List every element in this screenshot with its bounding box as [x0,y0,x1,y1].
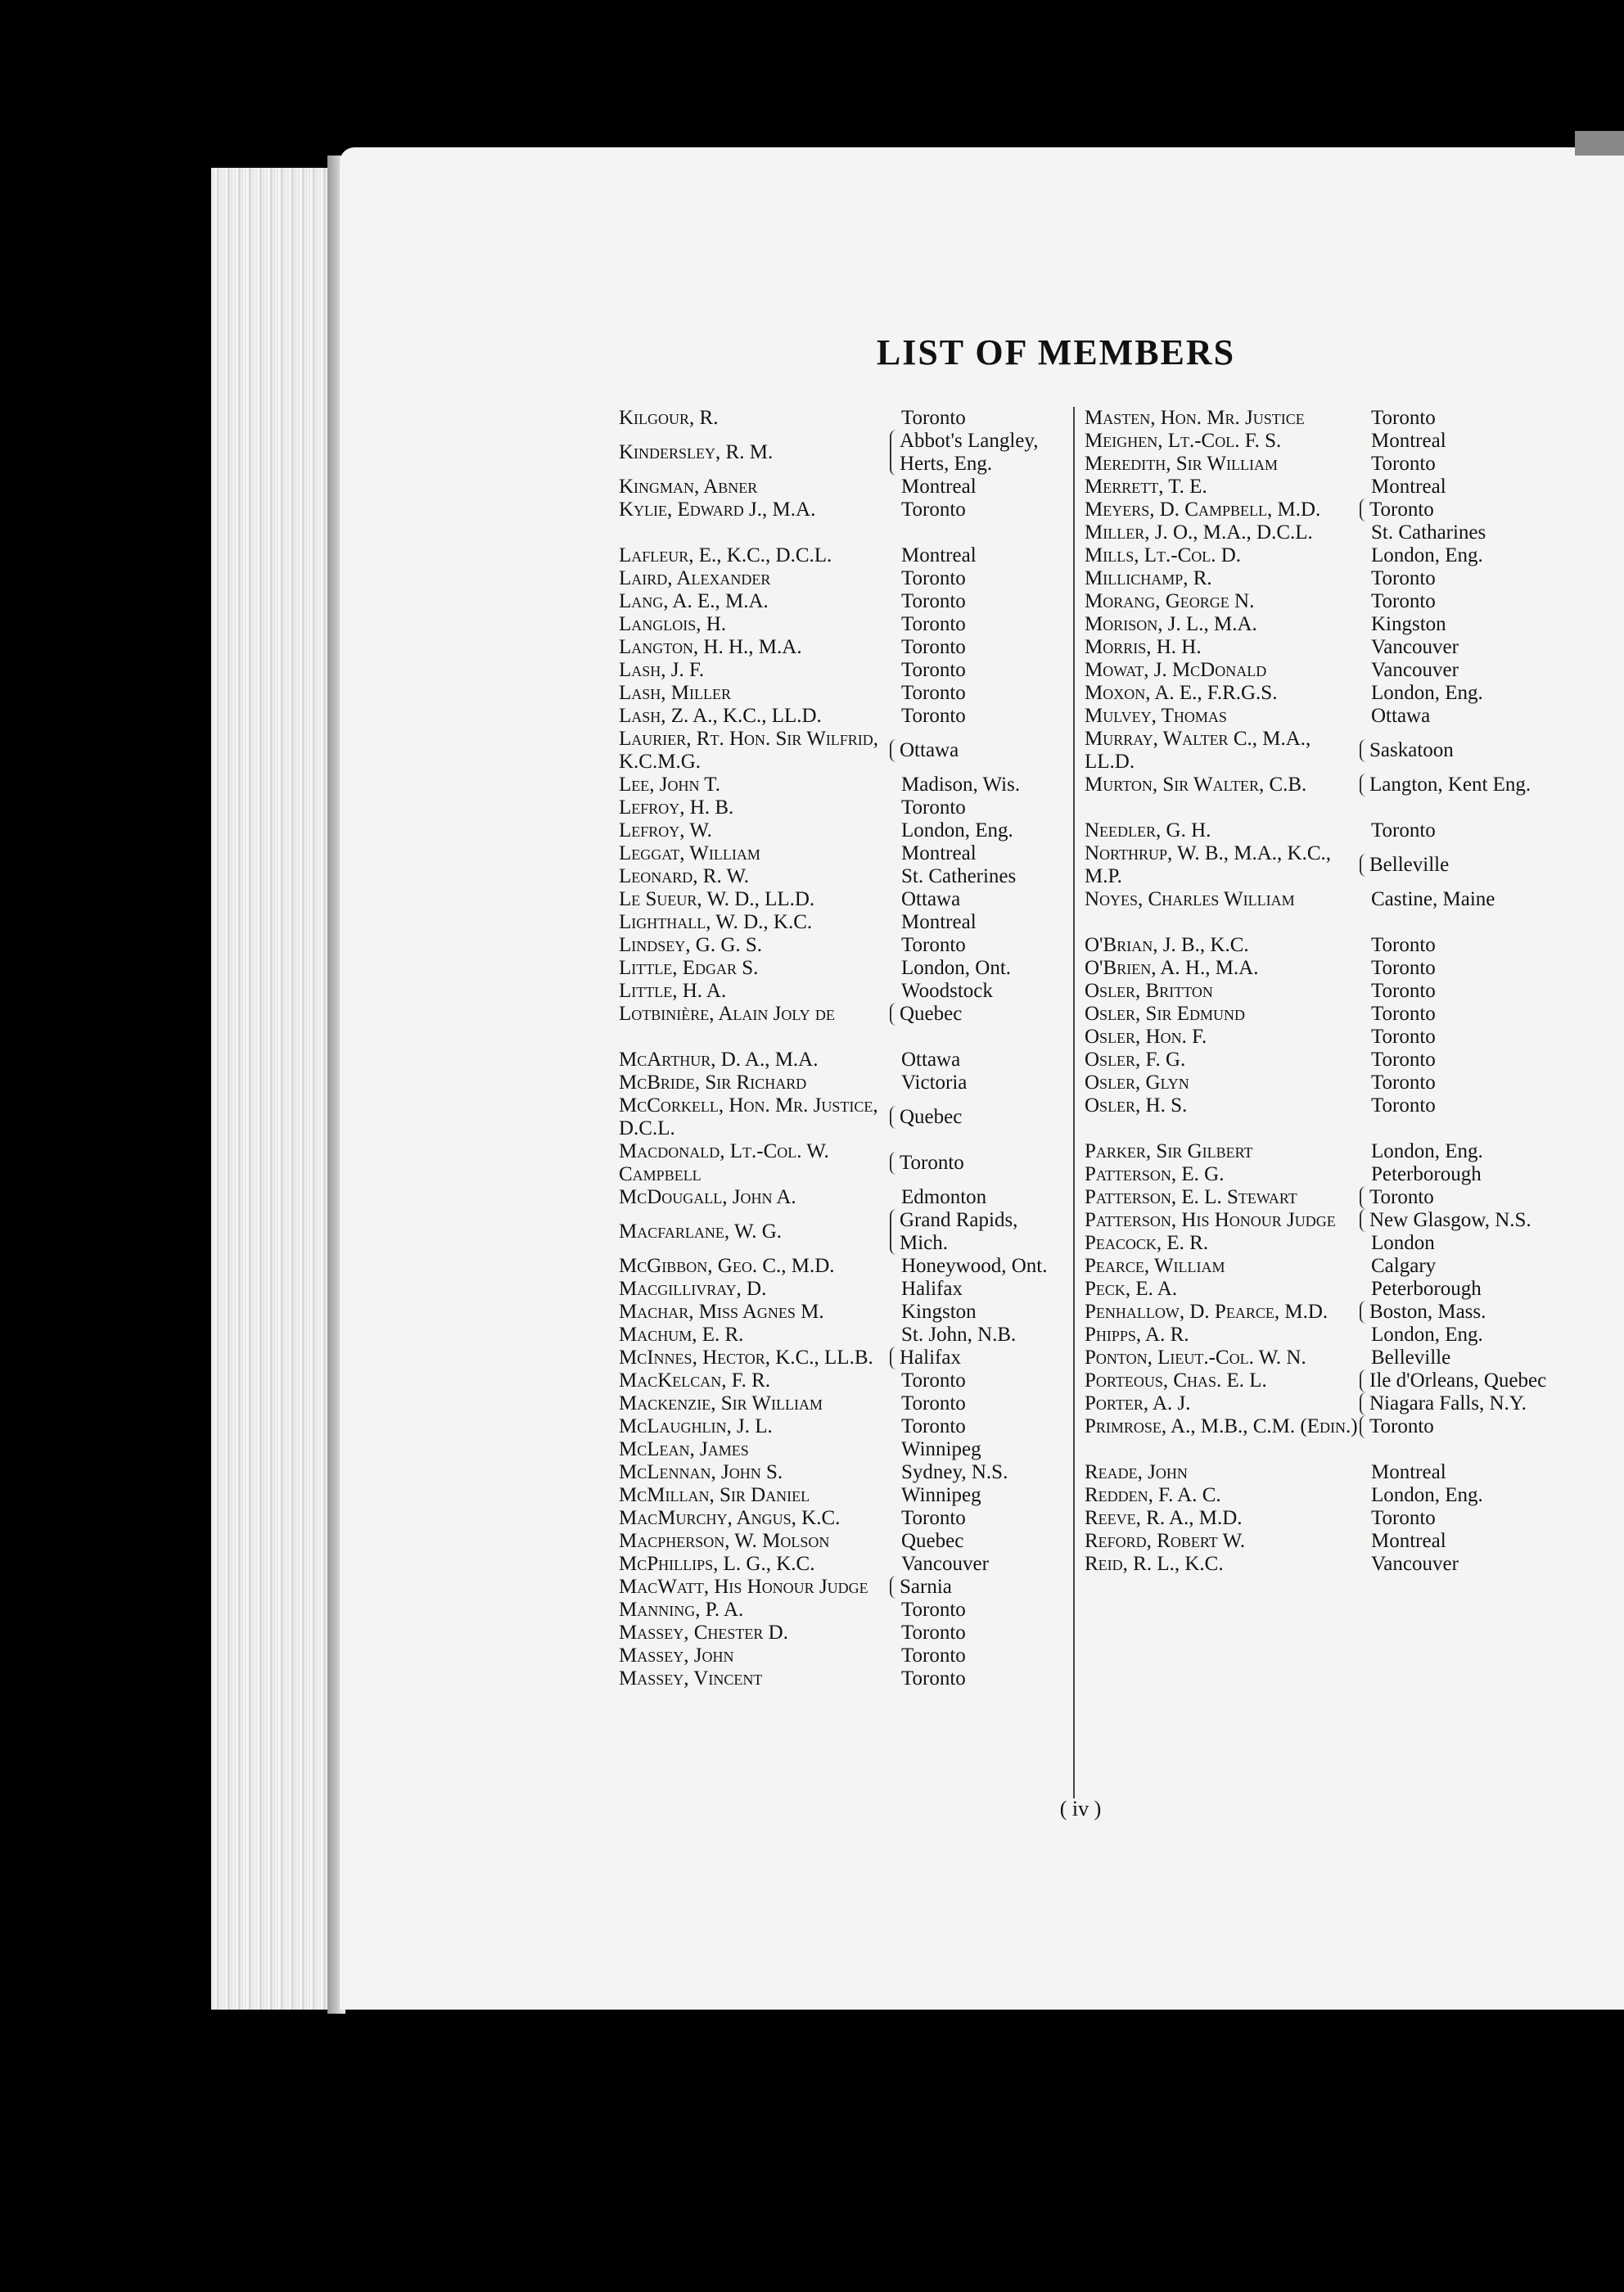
member-name: Miller, J. O., M.A., D.C.L. [1085,521,1313,544]
member-entry [619,728,1061,774]
member-entry [1085,1163,1608,1186]
member-location: Winnipeg [901,1438,981,1460]
member-entry [1085,1003,1608,1026]
member-location: Toronto [901,1645,966,1667]
member-entry [619,842,1061,865]
member-entry [619,499,1061,521]
member-entry [619,1530,1061,1553]
member-location: Toronto [901,659,966,681]
member-location: Toronto [901,590,966,612]
member-entry [1085,613,1608,636]
member-entry [619,1667,1061,1690]
page-title: LIST OF MEMBERS [876,332,1236,372]
member-name: Massey, John [619,1645,734,1667]
member-name: MacKelcan, F. R. [619,1369,771,1392]
section-gap [1085,1438,1608,1461]
member-entry [1085,1072,1608,1094]
member-location: Ottawa [901,888,961,910]
member-location: New Glasgow, N.S. [1360,1209,1608,1232]
member-name: Macgillivray, D. [619,1278,767,1300]
member-entry [1085,1049,1608,1072]
member-entry [619,1209,1061,1255]
member-entry [1085,476,1608,499]
member-location: Toronto [1371,934,1436,956]
member-location: London, Eng. [1371,1484,1483,1506]
member-location: Toronto [901,1507,966,1529]
page-number: ( iv ) [1059,1797,1102,1821]
member-name: Lang, A. E., M.A. [619,590,769,612]
member-location: Montreal [901,544,977,566]
member-entry [1085,682,1608,705]
member-location: Montreal [1371,430,1446,452]
member-location: Quebec [890,1003,1061,1026]
member-entry [1085,1530,1608,1553]
member-location: Quebec [890,1106,1061,1129]
member-name: Meighen, Lt.-Col. F. S. [1085,430,1282,452]
member-location: Toronto [901,1392,966,1414]
member-entry [619,865,1061,888]
member-name: Reid, R. L., K.C. [1085,1553,1224,1575]
member-location: Montreal [901,911,977,933]
member-location: Toronto [901,934,966,956]
member-entry [619,1392,1061,1415]
member-entry [619,590,1061,613]
member-location: Niagara Falls, N.Y. [1360,1392,1608,1415]
column-divider [1073,407,1075,1798]
member-location: London, Eng. [1371,1324,1483,1346]
member-name: Massey, Vincent [619,1667,763,1690]
member-name: Manning, P. A. [619,1599,744,1621]
member-name: O'Brien, A. H., M.A. [1085,957,1259,979]
member-location: Sydney, N.S. [901,1461,1008,1483]
member-entry [1085,957,1608,980]
member-entry [619,1645,1061,1667]
member-name: Reeve, R. A., M.D. [1085,1507,1243,1529]
member-name: Meredith, Sir William [1085,453,1278,475]
member-location: Toronto [901,1415,966,1437]
member-entry [619,796,1061,819]
member-name: Osler, F. G. [1085,1049,1186,1071]
member-location: Toronto [890,1152,1061,1175]
member-name: Millichamp, R. [1085,567,1212,589]
member-entry [1085,453,1608,476]
member-name: McGibbon, Geo. C., M.D. [619,1255,835,1277]
member-name: Masten, Hon. Mr. Justice [1085,407,1305,429]
member-location: Grand Rapids, Mich. [890,1209,1061,1255]
section-gap [619,521,1061,544]
member-entry [619,1438,1061,1461]
member-name: Phipps, A. R. [1085,1324,1189,1346]
member-name: Lash, J. F. [619,659,705,681]
member-name: Meyers, D. Campbell, M.D. [1085,499,1321,521]
member-location: Toronto [1371,590,1436,612]
member-entry [1085,1255,1608,1278]
member-entry [619,476,1061,499]
section-gap [1085,911,1608,934]
member-location: Saskatoon [1360,739,1608,762]
member-entry [1085,705,1608,728]
member-location: Toronto [901,567,966,589]
member-entry [619,1049,1061,1072]
member-name: Porteous, Chas. E. L. [1085,1369,1267,1392]
member-entry [619,1301,1061,1324]
member-name: Little, H. A. [619,980,727,1002]
member-entry [619,659,1061,682]
member-name: Lefroy, H. B. [619,796,734,819]
member-name: Kingman, Abner [619,476,758,498]
member-entry [619,1347,1061,1369]
member-name: McBride, Sir Richard [619,1072,807,1094]
member-location: Vancouver [1371,636,1459,658]
member-entry [1085,842,1608,888]
member-entry [1085,544,1608,567]
member-location: St. John, N.B. [901,1324,1017,1346]
member-entry [1085,1392,1608,1415]
member-name: Noyes, Charles William [1085,888,1295,910]
member-entry [619,705,1061,728]
member-entry [619,774,1061,796]
member-entry [619,1094,1061,1140]
member-location: Montreal [1371,1530,1446,1552]
member-name: Osler, Hon. F. [1085,1026,1207,1048]
member-entry [1085,567,1608,590]
member-entry [619,888,1061,911]
member-name: Leonard, R. W. [619,865,750,887]
member-name: Moxon, A. E., F.R.G.S. [1085,682,1278,704]
member-location: Toronto [1371,980,1436,1002]
section-gap [1085,796,1608,819]
book-page-edges [211,168,342,2010]
member-entry [1085,774,1608,796]
member-entry [1085,521,1608,544]
member-name: Primrose, A., M.B., C.M. (Edin.) [1085,1415,1358,1437]
member-entry [1085,1140,1608,1163]
member-location: Toronto [901,1667,966,1690]
member-entry [619,407,1061,430]
member-location: London, Eng. [1371,682,1483,704]
member-name: Mills, Lt.-Col. D. [1085,544,1242,566]
member-entry [619,613,1061,636]
member-entry [1085,1461,1608,1484]
member-name: Le Sueur, W. D., LL.D. [619,888,815,910]
member-name: Morison, J. L., M.A. [1085,613,1257,635]
member-location: Vancouver [1371,1553,1459,1575]
member-entry [1085,659,1608,682]
member-name: Murray, Walter C., M.A., LL.D. [1085,728,1311,773]
member-location: Toronto [1371,1094,1436,1117]
member-entry [619,911,1061,934]
section-gap [1085,1117,1608,1140]
member-location: Toronto [1371,1003,1436,1025]
member-location: Toronto [1371,819,1436,841]
member-name: Lash, Z. A., K.C., LL.D. [619,705,822,727]
member-entry [1085,728,1608,774]
member-entry [1085,980,1608,1003]
member-entry [1085,1347,1608,1369]
member-name: Kindersley, R. M. [619,441,774,463]
member-location: Ottawa [901,1049,961,1071]
member-location: Madison, Wis. [901,774,1021,796]
member-entry [1085,407,1608,430]
member-entry [1085,1094,1608,1117]
member-name: Murton, Sir Walter, C.B. [1085,774,1307,796]
member-entry [619,1072,1061,1094]
member-name: Osler, Sir Edmund [1085,1003,1245,1025]
member-location: Victoria [901,1072,968,1094]
member-name: McInnes, Hector, K.C., LL.B. [619,1347,873,1369]
member-location: Toronto [1371,567,1436,589]
member-name: Lash, Miller [619,682,731,704]
member-entry [619,682,1061,705]
member-location: Vancouver [901,1553,989,1575]
member-entry [1085,1415,1608,1438]
member-entry [619,1415,1061,1438]
member-location: Kingston [1371,613,1446,635]
member-location: Montreal [1371,1461,1446,1483]
member-location: Toronto [901,613,966,635]
member-location: Abbot's Langley, Herts, Eng. [890,430,1061,476]
member-name: Pearce, William [1085,1255,1225,1277]
member-location: Toronto [1371,453,1436,475]
member-name: Machum, E. R. [619,1324,744,1346]
member-entry [619,567,1061,590]
member-entry [619,1003,1061,1026]
member-location: Ottawa [890,739,1061,762]
member-entry [1085,1301,1608,1324]
member-location: London, Eng. [1371,544,1483,566]
member-location: Toronto [901,407,966,429]
member-name: Mulvey, Thomas [1085,705,1227,727]
member-location: Ottawa [1371,705,1431,727]
member-name: MacWatt, His Honour Judge [619,1576,868,1598]
member-entry [619,980,1061,1003]
member-name: O'Brian, J. B., K.C. [1085,934,1249,956]
member-name: McLaughlin, J. L. [619,1415,773,1437]
member-location: Peterborough [1371,1278,1482,1300]
member-location: Toronto [1371,407,1436,429]
member-name: McLennan, John S. [619,1461,783,1483]
member-name: Morang, George N. [1085,590,1255,612]
member-location: Edmonton [901,1186,987,1208]
member-entry [619,1622,1061,1645]
member-entry [619,1324,1061,1347]
member-name: McPhillips, L. G., K.C. [619,1553,815,1575]
member-name: Kilgour, R. [619,407,719,429]
member-location: Halifax [901,1278,963,1300]
member-location: London [1371,1232,1435,1254]
member-location: Toronto [1371,957,1436,979]
member-location: London, Eng. [901,819,1013,841]
member-name: Reford, Robert W. [1085,1530,1246,1552]
member-location: Toronto [1371,1072,1436,1094]
member-name: Osler, Britton [1085,980,1213,1002]
member-location: Winnipeg [901,1484,981,1506]
member-name: Laurier, Rt. Hon. Sir Wilfrid, K.C.M.G. [619,728,879,773]
member-location: Calgary [1371,1255,1437,1277]
member-location: Montreal [901,476,977,498]
member-name: MacMurchy, Angus, K.C. [619,1507,841,1529]
member-location: Toronto [1360,499,1608,521]
member-entry [1085,1026,1608,1049]
member-entry [619,636,1061,659]
member-entry [1085,888,1608,911]
member-entry [1085,499,1608,521]
member-location: Ile d'Orleans, Quebec [1360,1369,1608,1392]
section-gap [619,1026,1061,1049]
member-entry [619,1255,1061,1278]
member-entry [1085,1232,1608,1255]
member-location: St. Catharines [1371,521,1486,544]
member-location: Toronto [1371,1507,1436,1529]
member-entry [1085,1507,1608,1530]
member-name: Lindsey, G. G. S. [619,934,763,956]
member-location: Boston, Mass. [1360,1301,1608,1324]
member-entry [619,1553,1061,1576]
member-entry [1085,636,1608,659]
member-entry [1085,590,1608,613]
member-name: McDougall, John A. [619,1186,796,1208]
member-location: Toronto [901,636,966,658]
member-name: McArthur, D. A., M.A. [619,1049,819,1071]
member-name: Peacock, E. R. [1085,1232,1209,1254]
member-name: Machar, Miss Agnes M. [619,1301,824,1323]
member-location: Kingston [901,1301,977,1323]
member-name: Porter, A. J. [1085,1392,1191,1414]
member-location: Toronto [901,1369,966,1392]
member-name: Morris, H. H. [1085,636,1202,658]
member-entry [1085,1186,1608,1209]
member-entry [1085,1278,1608,1301]
member-name: Patterson, E. L. Stewart [1085,1186,1297,1208]
member-name: Osler, H. S. [1085,1094,1188,1117]
member-name: Lefroy, W. [619,819,712,841]
member-name: Penhallow, D. Pearce, M.D. [1085,1301,1329,1323]
member-location: Vancouver [1371,659,1459,681]
member-entry [619,544,1061,567]
member-entry [619,1461,1061,1484]
member-location: Toronto [901,499,966,521]
member-name: Osler, Glyn [1085,1072,1189,1094]
member-name: Macpherson, W. Molson [619,1530,830,1552]
member-location: Toronto [901,705,966,727]
member-entry [1085,430,1608,453]
member-location: Halifax [890,1347,1061,1369]
member-location: Peterborough [1371,1163,1482,1185]
member-name: Kylie, Edward J., M.A. [619,499,816,521]
member-name: Laird, Alexander [619,567,771,589]
member-entry [619,430,1061,476]
member-entry [619,1507,1061,1530]
member-location: Langton, Kent Eng. [1360,774,1608,796]
member-entry [619,1484,1061,1507]
member-name: Merrett, T. E. [1085,476,1207,498]
member-location: Quebec [901,1530,964,1552]
member-entry [1085,1553,1608,1576]
member-location: London, Eng. [1371,1140,1483,1162]
member-location: Honeywood, Ont. [901,1255,1048,1277]
member-entry [619,957,1061,980]
member-entry [1085,1369,1608,1392]
member-name: Mowat, J. McDonald [1085,659,1267,681]
member-name: Northrup, W. B., M.A., K.C., M.P. [1085,842,1332,887]
member-name: Parker, Sir Gilbert [1085,1140,1253,1162]
member-name: Leggat, William [619,842,760,864]
member-name: Lee, John T. [619,774,720,796]
member-name: McLean, James [619,1438,749,1460]
member-location: Toronto [901,1622,966,1644]
member-name: Langlois, H. [619,613,727,635]
member-entry [619,1140,1061,1186]
member-name: Mackenzie, Sir William [619,1392,823,1414]
adjacent-page-sliver [1575,131,1624,156]
member-entry [619,934,1061,957]
member-location: London, Ont. [901,957,1012,979]
member-entry [619,819,1061,842]
member-name: Peck, E. A. [1085,1278,1178,1300]
member-location: St. Catherines [901,865,1017,887]
member-location: Toronto [1360,1415,1608,1438]
member-location: Toronto [901,682,966,704]
member-location: Belleville [1360,854,1608,877]
member-name: Reade, John [1085,1461,1188,1483]
member-entry [619,1599,1061,1622]
member-location: Toronto [1360,1186,1608,1209]
member-name: Macfarlane, W. G. [619,1220,783,1243]
member-entry [619,1186,1061,1209]
members-column-left [619,407,1061,1690]
member-name: Patterson, His Honour Judge [1085,1209,1336,1231]
member-entry [619,1369,1061,1392]
member-name: Lotbinière, Alain Joly de [619,1003,835,1025]
member-location: Castine, Maine [1371,888,1495,910]
member-location: Montreal [1371,476,1446,498]
member-name: Ponton, Lieut.-Col. W. N. [1085,1347,1306,1369]
member-location: Toronto [1371,1049,1436,1071]
member-name: Langton, H. H., M.A. [619,636,802,658]
member-name: McMillan, Sir Daniel [619,1484,810,1506]
member-name: Lafleur, E., K.C., D.C.L. [619,544,832,566]
member-entry [1085,1484,1608,1507]
member-name: Needler, G. H. [1085,819,1211,841]
member-name: Lighthall, W. D., K.C. [619,911,813,933]
member-entry [1085,819,1608,842]
member-name: Macdonald, Lt.-Col. W. Campbell [619,1140,829,1185]
member-location: Toronto [901,796,966,819]
member-name: Massey, Chester D. [619,1622,788,1644]
members-column-right [1085,407,1608,1576]
member-entry [1085,1209,1608,1232]
member-location: Sarnia [890,1576,1061,1599]
member-name: McCorkell, Hon. Mr. Justice, D.C.L. [619,1094,878,1139]
member-name: Redden, F. A. C. [1085,1484,1221,1506]
member-location: Toronto [901,1599,966,1621]
member-location: Belleville [1371,1347,1451,1369]
member-name: Patterson, E. G. [1085,1163,1225,1185]
member-entry [1085,934,1608,957]
member-entry [1085,1324,1608,1347]
member-name: Little, Edgar S. [619,957,759,979]
member-location: Montreal [901,842,977,864]
member-location: Toronto [1371,1026,1436,1048]
member-entry [619,1576,1061,1599]
member-location: Woodstock [901,980,993,1002]
member-entry [619,1278,1061,1301]
